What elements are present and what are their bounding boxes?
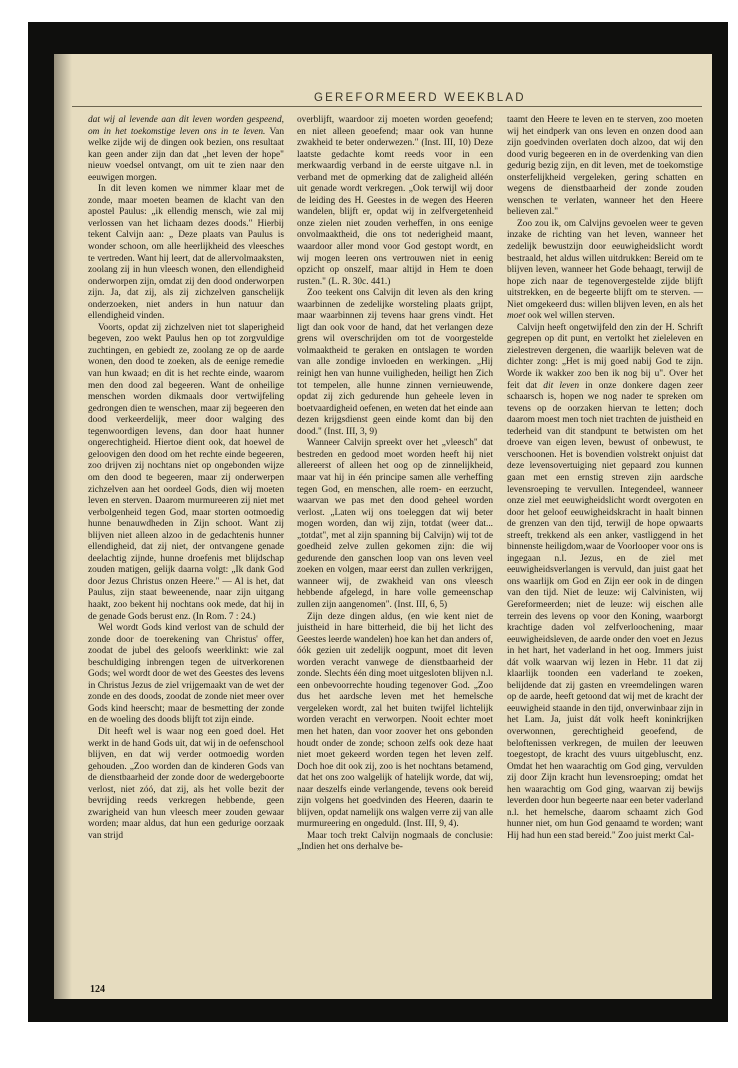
running-header: GEREFORMEERD WEEKBLAD — [314, 92, 526, 104]
text-run: Van welke zijde wij de dingen ook bezien, ons resultaat kan geen ander zijn dan dat „het leven der hope" nieuw voedsel ontvangt, om uit te zien naar den eeuwigen morgen. — [88, 126, 284, 183]
paragraph: Voorts, opdat zij zichzelven niet tot slaperigheid begeven, zoo wekt Paulus hen op tot zorgvuldige zuchtingen, en gebiedt ze, zoolang ze op de aarde wonen, den dood te zoeken, als de eenige remedie van hun kwaad; en dit is het rechte einde, waarom men den dood zal begeeren. Want de onheilige menschen worden dikmaals door vertwijfeling gedrongen dien te wenschen, maar zij begeeren den dood verkeerdelijk, meer door walging des tegenwoordigen levens, dan door haat hunner ongerechtigheid. Hiertoe dient ook, dat hoewel de geloovigen den dood om het rechte einde begeeren, zoo drijven zij nochtans niet op ongebonden wijze om den dood te begeeren, maar zij onderwerpen zichzelven aan het oordeel Gods, dien wij moeten leven en sterven. Daarom murmureeren zij niet met verbolgenheid tegen God, maar storten ootmoedig hunne benauwdheden in Zijn schoot. Want zij blijven niet alleen alzoo in de gedachtenis hunner ellendigheid, dat zij niet, der ontvangene genade deelachtig zijnde, hunne droefenis met blijdschap zouden matigen, gelijk daarna volgt: „Ik dank God door Jezus Christus onzen Heere." — Al is het, dat Paulus, zijn staat beweenende, naar zijn uitgang haakt, zoo bekent hij nochtans ook mede, dat hij in de genade Gods berust enz. (In Rom. 7 : 24.) — [88, 322, 284, 622]
paragraph — [507, 323, 703, 843]
text-run: ook wel willen sterven. — [525, 311, 615, 322]
text-run: Calvijn heeft ongetwijfeld den zin der H. Schrift gegrepen op dit punt, en vertolkt het zieleleven en zielestreven dergenen, die waarlijk beleven wat de dichter zong: „Het is mij goed nabij God te zijn. Worde ik wakker zoo ben ik nog bij u". Over het feit dat — [507, 322, 703, 391]
italic-phrase: dat wij al levende aan dit leven worden gespeend, om in het toekomstige leven ons in te leven. — [88, 115, 284, 137]
page-number: 124 — [90, 984, 105, 995]
italic-word: moet — [507, 311, 526, 322]
text-column-2 — [297, 115, 493, 854]
paragraph: Maar toch trekt Calvijn nogmaals de conclusie: „Indien het ons derhalve be- — [297, 830, 493, 853]
text-column-1 — [88, 115, 284, 842]
paragraph: Wel wordt Gods kind verlost van de schuld der zonde door de toerekening van Christus' offer, zoodat de jubel des geloofs weerklinkt: wie zal beschuldiging inbrengen tegen de uitverkorenen Gods; wel wordt door de wet des Geestes des levens in Christus Jezus de ziel vrijgemaakt van de wet der zonde en des doods, zoodat de zonde niet meer over Gods kind heerscht; maar de besmetting der zonde en de woeling des doods blijft tot zijn einde. — [88, 623, 284, 726]
header-rule — [72, 106, 702, 107]
paragraph: taamt den Heere te leven en te sterven, zoo moeten wij het eindperk van ons leven en onzen dood aan zijn goedvinden overlaten doch alzoo, dat wij den dood vurig begeeren en in de overdenking van dien gedurig bezig zijn, en dit leven, met de toekomstige onsterfelijkheid vergeleken, gering schatten en wegens de dienstbaarheid der zonde zouden wenschen te verlaten, wanneer het den Heere believen zal." — [507, 115, 703, 218]
paragraph: Wanneer Calvijn spreekt over het „vleesch" dat bestreden en gedood moet worden heeft hij niet allereerst of alleen het oog op de zinnelijkheid, maar vat hij in één principe samen alle verheffing tegen God, en menschen, alle roem- en eerzucht, waarvan we pas met den dood geheel worden verlost. „Laten wij ons toeleggen dat wij beter mogen worden, dan wij zijn, totdat (weer dat... „totdat", met al zijn spanning bij Calvijn) wij tot de goedheid zelve zullen gekomen zijn: die wij gedurende den ganschen loop van ons leven veel zoeken en volgen, maar eerst dan zullen verkrijgen, wanneer wij, de zwakheid van ons vleesch hebbende afgelegd, in hare volle gemeenschap zullen zijn aangenomen". (Inst. III, 6, 5) — [297, 438, 493, 610]
magazine-page — [54, 54, 712, 999]
paragraph: In dit leven komen we nimmer klaar met de zonde, maar moeten beamen de klacht van den apostel Paulus: „ik ellendig mensch, wie zal mij verlossen van het lichaam dezes doods." Hierbij tekent Calvijn aan: „ Deze plaats van Paulus is wonder schoon, om alle heerlijkheid des vleesches te vertreden. Want hij leert, dat de allervolmaaksten, zoolang zij in hun vleesch wonen, den ellendigheid onderworpen zijn, omdat zij den dood onderworpen zijn. Ja, dat zij, als zij zichzelven ganschelijk onderzoeken, niet anders in hun natuur dan ellendigheid vinden. — [88, 184, 284, 322]
text-run: Zoo zou ik, om Calvijns gevoelen weer te geven inzake de richting van het leven, wanneer het zedelijk bewustzijn door eeuwigheidslicht wordt bestraald, het aldus willen uitdrukken: Bereid om te blijven leven, wanneer het Gode behaagt, terwijl de hope zich naar de tegenovergestelde zijde blijft uitstrekken, en de begeerte blijft om te sterven. — Niet omgekeerd dus: willen blijven leven, en als het — [507, 218, 703, 310]
text-run: in onze donkere dagen zeer schaarsch is, hopen we nog nader te spreken om tevens op de oorzaken hiervan te letten; doch daarom moest men toch niet trachten de juistheid en tederheid van dit standpunt te betwisten om het droeve van eigen leven, bewust of onbewust, te verschoonen. Het is bovendien volstrekt onjuist dat deze levensovertuiging niet gepaard zou kunnen gaan met een ernstig streven zijn aardsche levensroeping te vervullen. Integendeel, wanneer onze ziel met eeuwigheidslicht wordt overgoten en door het geloof eeuwigheidskracht in haalt binnen de grenzen van den tijd, terwijl de hope opwaarts streeft, trekkend als een anker, vastliggend in het binnenste heiligdom,waar de Voorlooper voor ons is ingegaan n.l. Jezus, en de ziel met eeuwigheidsverlangen is vervuld, dan juist gaat het ons waarlijk om God en Zijn eer ook in de dingen van den tijd. Niet de leuze: wij Calvinisten, wij Gereformeerden; niet de leuze: wij eischen alle terrein des levens op voor den Koning, waarborgt krachtige daden vol zelfverloochening, maar eeuwigheidsleven, de aarde onder den voet en Jezus in het hart, het vaderland in het oog. Immers juist dát volk waarvan wij lezen in Hebr. 11 dat zij klaarlijk toonden een vaderland te zoeken, belijdende dat zij gasten en vreemdelingen waren op de aarde, heeft getoond dat wij met de kracht der eeuwigheid staande in den tijd, onverwinbaar zijn in het Lam. Ja, juist dát volk heeft koninkrijken overwonnen, gerechtigheid geoefend, de beloftenissen verkregen, de muilen der leeuwen toegestopt, de kracht des vuurs uitgebluscht, enz. Omdat het hen waarachtig om God ging, vervulden zij door Zijn kracht hun levensroeping; omdat het hen waarachtig om God ging, waarvan zij bewijs leverden door hun begeerte naar een beter vaderland n.l. het hemelsche, daarom schaamt zich God hunner niet, om hun God genaamd te worden; want Hij had hun een stad bereid." Zoo juist merkt Cal- — [507, 380, 704, 841]
paragraph: Zijn deze dingen aldus, (en wie kent niet de juistheid in hare bitterheid, die bij het licht des Geestes leerde wandelen) hoe kan het dan anders of, óók gezien uit zedelijk oogpunt, moet dit leven worden veracht vanwege de dienstbaarheid der zonde. Slechts één ding moet uitgesloten blijven n.l. een onbevoorrechte houding tegenover God. „Zoo dus het aardsche leven met het hemelsche vergeleken wordt, zal het buiten twijfel lichtelijk worden veracht en verworpen. Nooit echter moet men het haten, dan voor zoover het ons gebonden houdt onder de zonde; schoon zelfs ook deze haat niet moet gekeerd worden tegen het leven zelf. Doch hoe dit ook zij, zoo is het nochtans betamend, dat het ons zoo walgelijk of hatelijk worde, dat wij, naar deszelfs einde verlangende, tevens ook bereid zijn volgens het goedvinden des Heeren, daarin te blijven, opdat namelijk ons walgen verre zij van alle murmureering en ongeduld. (Inst. III, 9, 4). — [297, 611, 493, 830]
paragraph — [88, 115, 284, 184]
paragraph: Zoo teekent ons Calvijn dit leven als den kring waarbinnen de zedelijke worsteling plaats grijpt, maar waarbinnen zij tevens haar grens vindt. Het ligt dan ook voor de hand, dat het verlangen deze grens wil overschrijden om tot de voorgestelde volmaaktheid te geraken en ontslagen te worden van alle zondige invloeden en werkingen. „Hij reinigt hen van hunne vuiligheden, heiligt hen Zich tot tempelen, alle hunne zinnen vernieuwende, opdat zij zich gedurende hun geheele leven in boetvaardigheid oefenen, en weten dat het einde aan dezen krijgsdienst geen einde komt dan bij den dood." (Inst. III, 3, 9) — [297, 288, 493, 437]
paragraph: Dit heeft wel is waar nog een goed doel. Het werkt in de hand Gods uit, dat wij in de oefenschool blijven, en dat wij verder ootmoedig worden gehouden. „Zoo worden dan de kinderen Gods van de dienstbaarheid der zonde door de wedergeboorte verlost, niet zóó, dat zij, als het volle bezit der bevrijding reeds verkregen hebbende, geen zwarigheid van hun vleesch meer zouden gewaar worden; maar aldus, dat hun een gedurige oorzaak van strijd — [88, 726, 284, 841]
text-column-3 — [507, 115, 703, 842]
paragraph — [507, 219, 703, 323]
italic-word: dit leven — [543, 380, 580, 391]
paragraph: overblijft, waardoor zij moeten worden geoefend; en niet alleen geoefend; maar ook van hunne zwakheid te beter onderwezen." (Inst. III, 10) Deze laatste gedachte komt reeds voor in een merkwaardig verband in de eerste uitgave n.l. in verband met de opmerking dat de zaligheid alléén uit genade wordt verkregen. „Ook terwijl wij door de leiding des H. Geestes in de wegen des Heeren wandelen, blijft er, opdat wij in zelfvergetenheid onze zielen niet zouden verheffen, in ons eenige onvolmaaktheid, die ons tot nederigheid maant, waardoor aller mond voor God gestopt wordt, en wij mogen leeren ons vertrouwen niet in eenig opzicht op onszelf, maar altijd in Hem te doen rusten." (L. R. 30c. 441.) — [297, 115, 493, 287]
